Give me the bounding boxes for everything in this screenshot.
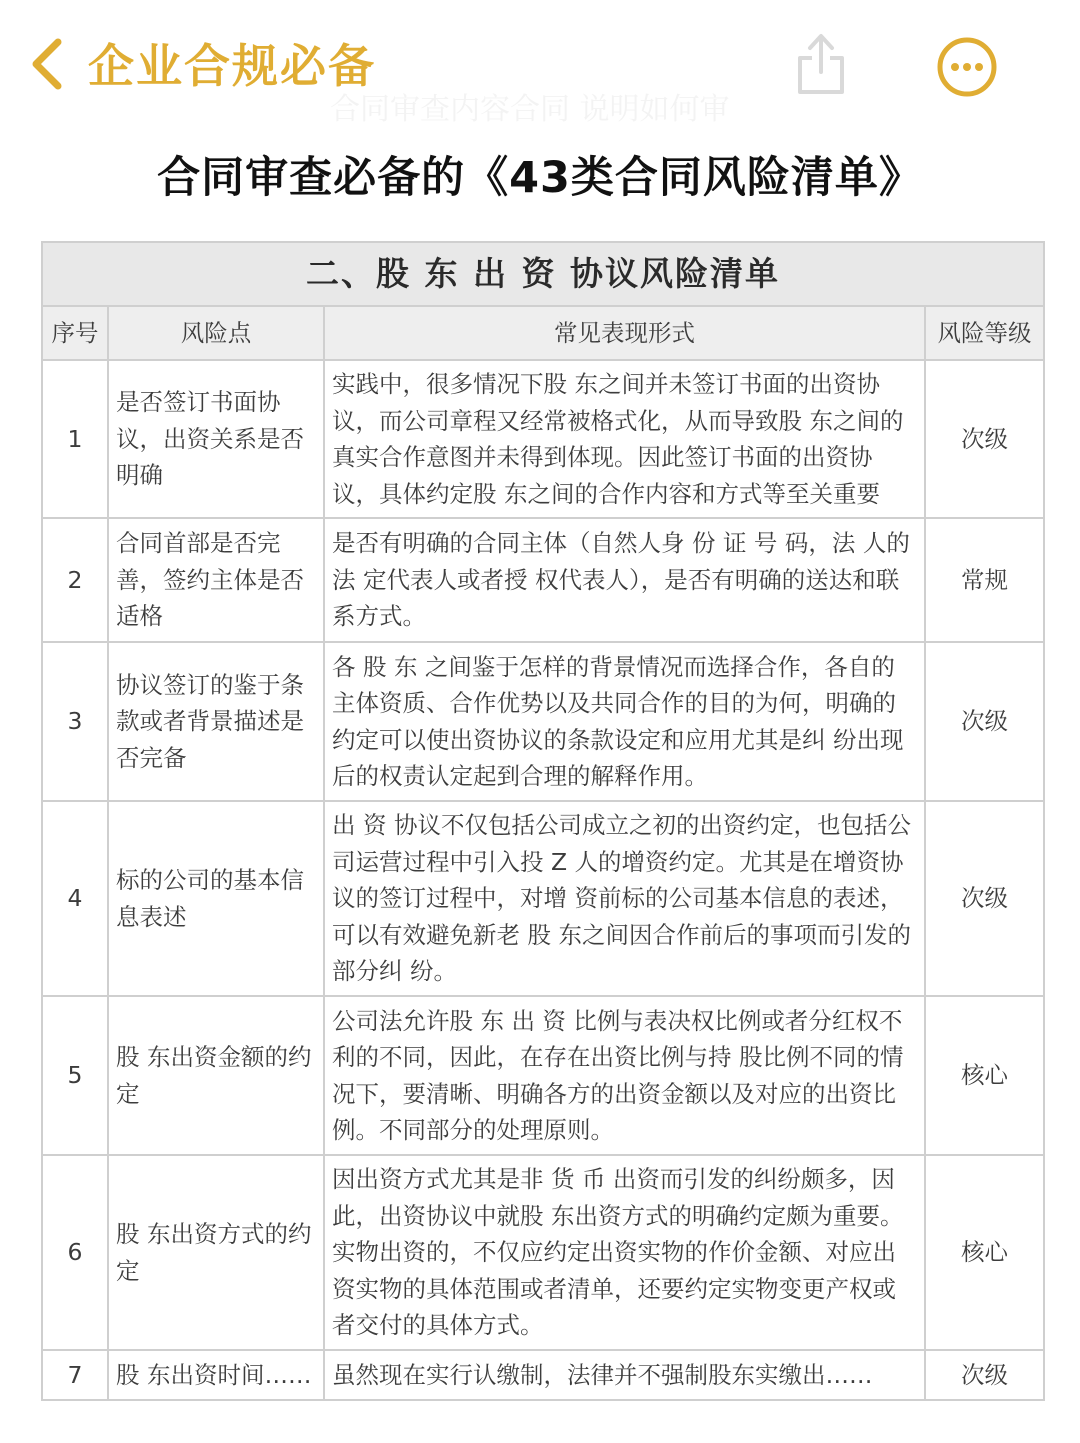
row-level: 次级 — [925, 642, 1044, 801]
table-row — [42, 996, 1044, 1155]
row-form: 因出资方式尤其是非 货 币 出资而引发的纠纷颇多，因此，出资协议中就股 东出资方式的明确约定颇为重要。实物出资的，不仅应约定出资实物的作价金额、对应出资实物的具体范围或者清单，还要约定实物变更产权或者交付的具体方式。 — [324, 1155, 925, 1350]
row-risk-point: 标的公司的基本信息表述 — [108, 801, 324, 996]
share-icon — [792, 30, 850, 98]
row-form: 公司法允许股 东 出 资 比例与表决权比例或者分红权不利的不同，因此，在存在出资比例与持 股比例不同的情况下，要清晰、明确各方的出资金额以及对应的出资比例。不同部分的处理原则。 — [324, 996, 925, 1155]
row-form: 是否有明确的合同主体（自然人身 份 证 号 码，法 人的法 定代表人或者授 权代表人），是否有明确的送达和联系方式。 — [324, 518, 925, 642]
row-number: 1 — [42, 360, 108, 518]
header-form: 常见表现形式 — [324, 306, 925, 360]
table-row — [42, 360, 1044, 518]
table-row — [42, 1155, 1044, 1350]
row-number: 6 — [42, 1155, 108, 1350]
row-level: 次级 — [925, 360, 1044, 518]
table-banner: 二、股 东 出 资 协议风险清单 — [42, 242, 1044, 306]
row-risk-point: 股 东出资时间…… — [108, 1350, 324, 1400]
risk-table — [41, 241, 1045, 1401]
row-risk-point: 股 东出资金额的约定 — [108, 996, 324, 1155]
header-level: 风险等级 — [925, 306, 1044, 360]
row-number: 3 — [42, 642, 108, 801]
row-form: 实践中，很多情况下股 东之间并未签订书面的出资协议，而公司章程又经常被格式化，从而导致股 东之间的真实合作意图并未得到体现。因此签订书面的出资协议，具体约定股 东之间的合作内容和方式等至关重要 — [324, 360, 925, 518]
row-form: 各 股 东 之间鉴于怎样的背景情况而选择合作，各自的主体资质、合作优势以及共同合作的目的为何，明确的约定可以使出资协议的条款设定和应用尤其是纠 纷出现后的权责认定起到合理的解释作用。 — [324, 642, 925, 801]
row-number: 2 — [42, 518, 108, 642]
row-level: 常规 — [925, 518, 1044, 642]
back-button[interactable] — [24, 34, 72, 94]
row-level: 次级 — [925, 1350, 1044, 1400]
row-form: 出 资 协议不仅包括公司成立之初的出资约定，也包括公司运营过程中引入投 Z 人的增资约定。尤其是在增资协议的签订过程中，对增 资前标的公司基本信息的表述，可以有效避免新老 股 东之间因合作前后的事项而引发的部分纠 纷。 — [324, 801, 925, 996]
row-number: 7 — [42, 1350, 108, 1400]
top-nav-bar — [0, 0, 1080, 130]
row-risk-point: 合同首部是否完善，签约主体是否适格 — [108, 518, 324, 642]
table-row — [42, 642, 1044, 801]
row-risk-point: 协议签订的鉴于条款或者背景描述是否完备 — [108, 642, 324, 801]
table-row — [42, 518, 1044, 642]
header-number: 序号 — [42, 306, 108, 360]
more-button[interactable] — [936, 36, 998, 98]
row-risk-point: 股 东出资方式的约定 — [108, 1155, 324, 1350]
row-risk-point: 是否签订书面协议，出资关系是否明确 — [108, 360, 324, 518]
ghost-subtitle: 合同审查内容合同 说明如何审 — [330, 92, 730, 127]
table-row — [42, 1350, 1044, 1400]
table-header-row — [42, 306, 1044, 360]
share-button[interactable] — [792, 30, 850, 98]
chevron-left-icon — [24, 34, 72, 94]
row-number: 4 — [42, 801, 108, 996]
nav-title: 企业合规必备 — [88, 39, 376, 93]
more-icon — [936, 36, 998, 98]
table-row — [42, 801, 1044, 996]
row-number: 5 — [42, 996, 108, 1155]
row-level: 次级 — [925, 801, 1044, 996]
document-title: 合同审查必备的《43类合同风险清单》 — [157, 153, 923, 203]
row-form: 虽然现在实行认缴制，法律并不强制股东实缴出…… — [324, 1350, 925, 1400]
row-level: 核心 — [925, 996, 1044, 1155]
row-level: 核心 — [925, 1155, 1044, 1350]
table-banner-row — [42, 242, 1044, 306]
header-risk-point: 风险点 — [108, 306, 324, 360]
